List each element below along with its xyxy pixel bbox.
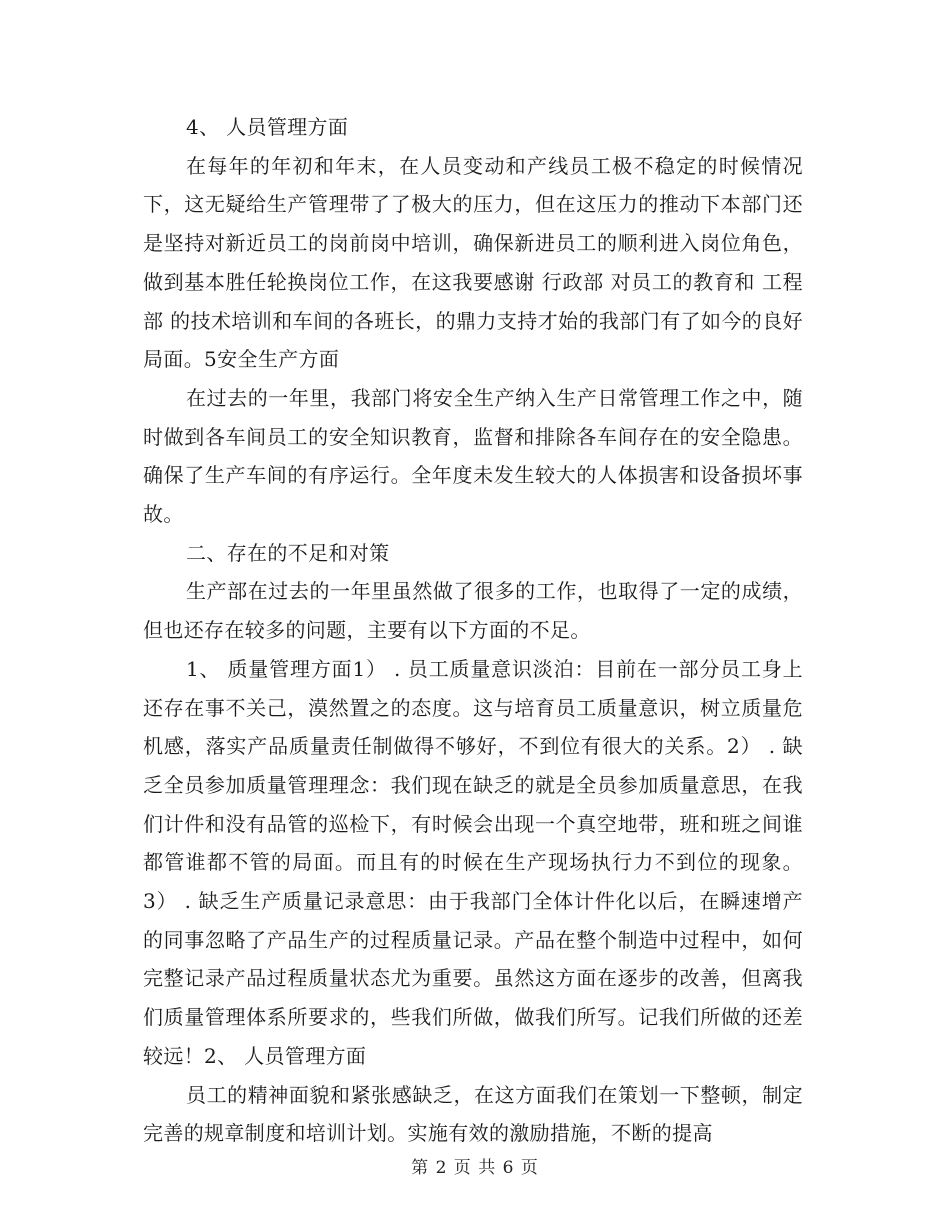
document-body xyxy=(143,108,803,1153)
section-heading-personnel: 4、 人员管理方面 xyxy=(186,115,349,139)
paragraph-quality-management: 1、 质量管理方面1） . 员工质量意识淡泊：目前在一部分员工身上还存在事不关己，漠然置之的态度。这与培育员工质量意识，树立质量危机感，落实产品质量责任制做得不够好，不到位有很大的关系。2） . 缺乏全员参加质量管理理念：我们现在缺乏的就是全员参加质量意思，在我们计件和没有品管的巡检下，有时候会出现一个真空地带，班和班之间谁都管谁都不管的局面。而且有的时候在生产现场执行力不到位的现象。3） . 缺乏生产质量记录意思：由于我部门全体计件化以后，在瞬速增产的同事忽略了产品生产的过程质量记录。产品在整个制造中过程中，如何完整记录产品过程质量状态尤为重要。虽然这方面在逐步的改善，但离我们质量管理体系所要求的，些我们所做，做我们所写。记我们所做的还差较远！2、 人员管理方面 xyxy=(143,656,803,1068)
section-heading-shortcomings: 二、存在的不足和对策 xyxy=(186,540,390,565)
paragraph-shortcomings-intro: 生产部在过去的一年里虽然做了很多的工作，也取得了一定的成绩，但也还存在较多的问题，主要有以下方面的不足。 xyxy=(143,579,803,643)
paragraph-safety-production: 在过去的一年里，我部门将安全生产纳入生产日常管理工作之中，随时做到各车间员工的安全知识教育，监督和排除各车间存在的安全隐患。确保了生产车间的有序运行。全年度未发生较大的人体损害和设备损坏事故。 xyxy=(143,385,803,527)
paragraph-personnel-training: 在每年的年初和年末，在人员变动和产线员工极不稳定的时候情况下，这无疑给生产管理带了了极大的压力，但在这压力的推动下本部门还是坚持对新近员工的岗前岗中培训，确保新进员工的顺利进入岗位角色，做到基本胜任轮换岗位工作，在这我要感谢 行政部 对员工的教育和 工程部 的技术培训和车间的各班长，的鼎力支持才始的我部门有了如今的良好局面。5安全生产方面 xyxy=(143,153,803,372)
paragraph-staff-morale: 员工的精神面貌和紧张感缺乏，在这方面我们在策划一下整顿，制定完善的规章制度和培训计划。实施有效的激励措施，不断的提高 xyxy=(143,1082,803,1146)
page-footer: 第 2 页 共 6 页 xyxy=(411,1158,539,1178)
